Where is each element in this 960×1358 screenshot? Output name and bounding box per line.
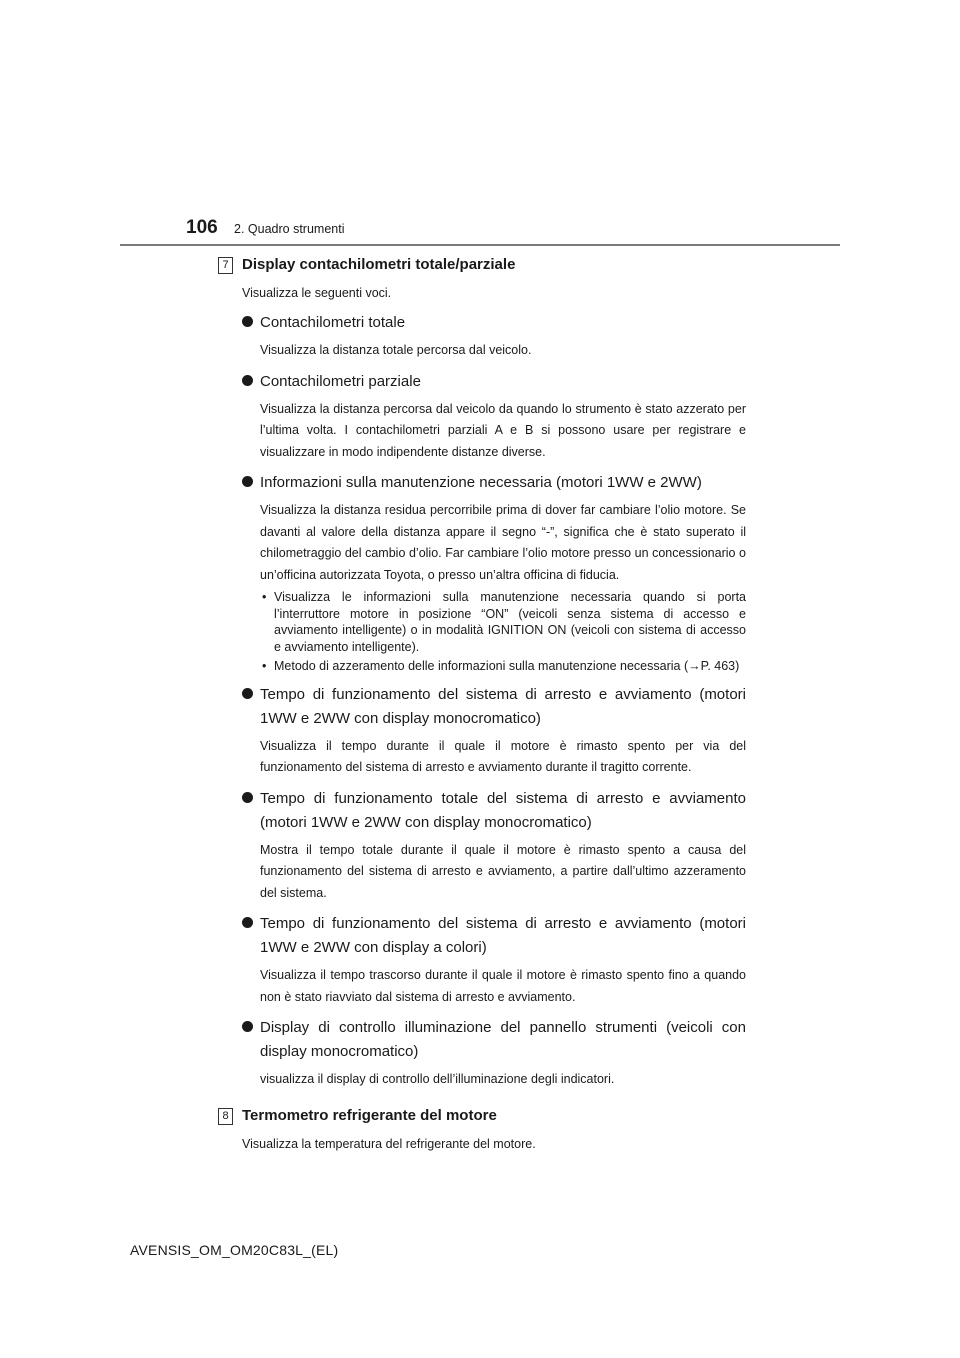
topic-title: Tempo di funzionamento del sistema di arresto e avviamento (motori 1WW e 2WW con display a colori) [260, 915, 746, 956]
section-heading-text: Display contachilometri totale/parziale [242, 256, 516, 273]
topic-item [218, 1016, 746, 1091]
section-intro: Visualizza le seguenti voci. [242, 286, 392, 300]
page-number: 106 [186, 217, 218, 238]
topic-title: Contachilometri parziale [260, 372, 421, 390]
page-content [218, 254, 746, 1154]
topic-item [218, 370, 746, 464]
topic-title: Informazioni sulla manutenzione necessaria (motori 1WW e 2WW) [260, 474, 702, 491]
section-heading [218, 254, 746, 276]
topic-title: Display di controllo illuminazione del pannello strumenti (veicoli con display monocromatico) [260, 1019, 746, 1060]
sub-list-item [260, 589, 746, 655]
topic-title: Tempo di funzionamento totale del sistema di arresto e avviamento (motori 1WW e 2WW con display monocromatico) [260, 789, 746, 831]
topic-item [218, 912, 746, 1008]
topic-item [218, 787, 746, 905]
bullet-icon [242, 476, 253, 487]
section-title: 2. Quadro strumenti [234, 222, 345, 236]
topic-item [218, 683, 746, 779]
section-heading-text: Termometro refrigerante del motore [242, 1106, 497, 1124]
section-number-badge: 7 [218, 257, 233, 274]
topic-title: Contachilometri totale [260, 314, 406, 331]
section-intro: Visualizza la temperatura del refrigerante del motore. [242, 1136, 536, 1151]
small-bullet-icon: • [262, 590, 267, 604]
sub-list-item [260, 658, 746, 675]
bullet-icon [242, 375, 253, 386]
topic-body: Visualizza il tempo trascorso durante il quale il motore è rimasto spento fino a quando non è stato riavviato dal sistema di arresto e avviamento. [260, 968, 746, 1004]
topic-body: Visualizza la distanza totale percorsa dal veicolo. [260, 343, 532, 357]
section-7 [218, 254, 746, 1091]
sub-list [260, 589, 746, 675]
bullet-icon [242, 316, 253, 327]
bullet-icon [242, 688, 253, 699]
bullet-icon [242, 1021, 253, 1032]
topic-title: Tempo di funzionamento del sistema di arresto e avviamento (motori 1WW e 2WW con display monocromatico) [260, 685, 746, 727]
small-bullet-icon: • [262, 659, 267, 673]
topic-item [218, 471, 746, 675]
section-number-badge: 8 [218, 1108, 233, 1125]
topic-item [218, 311, 746, 362]
document-code: AVENSIS_OM_OM20C83L_(EL) [130, 1242, 339, 1258]
topic-body: Mostra il tempo totale durante il quale il motore è rimasto spento a causa del funzionamento del sistema di arresto e avviamento, a partire dall’ultimo azzeramento del sistema. [260, 842, 746, 900]
page-reference-link[interactable]: Metodo di azzeramento delle informazioni sulla manutenzione necessaria (→P. 463) [274, 659, 740, 673]
section-heading [218, 1105, 746, 1127]
topic-body: Visualizza la distanza residua percorribile prima di dover far cambiare l’olio motore. Se davanti al valore della distanza appare il segno “-”, significa che è stato superato il chilometraggio del cambio d’olio. Far cambiare l’olio motore presso un concessionario o un’officina autorizzata Toyota, o presso un’altra officina di fiducia. [260, 503, 746, 582]
header-divider [120, 244, 840, 246]
bullet-icon [242, 917, 253, 928]
section-8 [218, 1105, 746, 1154]
topic-body: visualizza il display di controllo dell’illuminazione degli indicatori. [260, 1072, 615, 1086]
topic-body: Visualizza il tempo durante il quale il motore è rimasto spento per via del funzionamento del sistema di arresto e avviamento durante il tragitto corrente. [260, 738, 746, 774]
bullet-icon [242, 792, 253, 803]
topic-body: Visualizza la distanza percorsa dal veicolo da quando lo strumento è stato azzerato per l’ultima volta. I contachilometri parziali A e B si possono usare per registrare e visualizzare in modo indipendente distanze diverse. [260, 401, 746, 459]
sub-item-text: Visualizza le informazioni sulla manutenzione necessaria quando si porta l’interruttore motore in posizione “ON” (veicoli senza sistema di accesso e avviamento intelligente) o in modalità IGNITION ON (veicoli con sistema di accesso e avviamento intelligente). [274, 590, 746, 654]
